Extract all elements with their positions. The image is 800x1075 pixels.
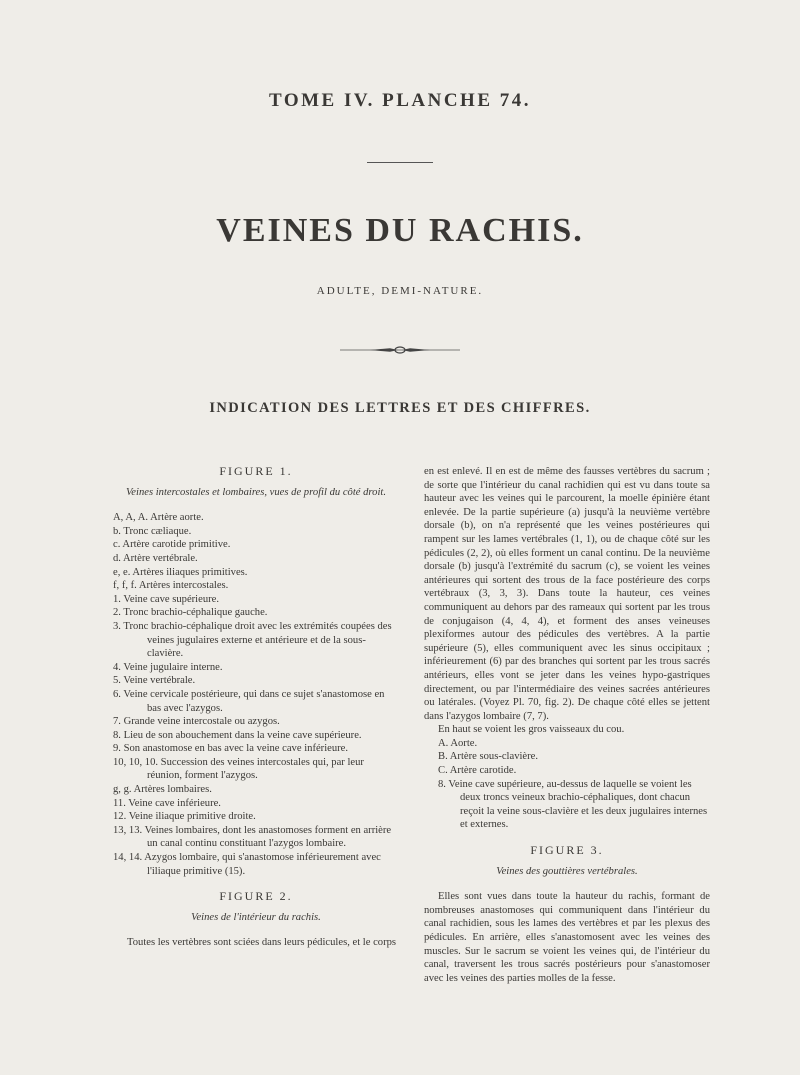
plate-subtitle: ADULTE, DEMI-NATURE. [316, 285, 484, 297]
figure-1-legend [113, 511, 399, 878]
plate-title: VEINES DU RACHIS. [216, 212, 584, 249]
legend-item: 3. Tronc brachio-céphalique droit avec les extrémités coupées des veines jugulaires externe et antérieure et de la sous-clavière. [113, 620, 392, 660]
divider-rule [367, 162, 433, 163]
legend-item: 5. Veine vertébrale. [113, 675, 196, 687]
legend-item: 7. Grande veine intercostale ou azygos. [113, 716, 280, 728]
legend-item: 13, 13. Veines lombaires, dont les anastomoses forment en arrière un canal continu constituant l'azygos lombaire. [113, 824, 392, 850]
legend-item: 6. Veine cervicale postérieure, qui dans ce sujet s'anastomose en bas avec l'azygos. [113, 688, 385, 714]
legend-item: C. Artère carotide. [438, 765, 517, 777]
legend-item: c. Artère carotide primitive. [113, 539, 231, 551]
legend-item: d. Artère vertébrale. [113, 552, 198, 564]
legend-item: 9. Son anastomose en bas avec la veine cave inférieure. [113, 743, 349, 755]
legend-item: 2. Tronc brachio-céphalique gauche. [113, 607, 268, 619]
legend-item: 1. Veine cave supérieure. [113, 593, 219, 605]
legend-item: 12. Veine iliaque primitive droite. [113, 811, 256, 823]
tome-heading: TOME IV. PLANCHE 74. [268, 90, 532, 111]
figure-3-heading: FIGURE 3. [530, 843, 604, 858]
figure-2-text-start: Toutes les vertèbres sont sciées dans leurs pédicules, et le corps [127, 937, 397, 949]
legend-item: A. Aorte. [438, 737, 478, 749]
figure-3-text: Elles sont vues dans toute la hauteur du rachis, formant de nombreuses anastomoses qui communiquent dans l'intérieur du canal rachidien, sous les lames des vertèbres et par les plexus des pédicules. En arrière, elles s'anastomosent avec les veines des muscles. Sur le sacrum se voient les veines qui, de l'intérieur du canal, traversent les trous sacrés postérieurs pour s'anastomoser avec les veines des parties molles de la fesse. [424, 891, 710, 984]
figure-3-subheading: Veines des gouttières vertébrales. [496, 865, 638, 877]
legend-item: B. Artère sous-clavière. [438, 751, 539, 763]
figure-2-text-neck: En haut se voient les gros vaisseaux du cou. [438, 724, 625, 736]
legend-item: f, f, f. Artères intercostales. [113, 580, 229, 592]
figure-2-heading: FIGURE 2. [219, 889, 293, 904]
legend-item: A, A, A. Artère aorte. [113, 512, 204, 524]
ornament-divider-icon [340, 344, 460, 356]
figure-2-text-continued: en est enlevé. Il en est de même des fausses vertèbres du sacrum ; de sorte que l'intérieur du canal rachidien qui est vu dans toute sa hauteur avec les veines qui le parcourent, la moelle épinière étant enlevée. De la partie supérieure (a) jusqu'à la neuvième vertèbre dorsale (b), on n'a représenté que les veines postérieures qui rampent sur les lames vertébrales (1, 1), ou de chaque côté sur les pédicules (2, 2), où elles forment un canal continu. De la neuvième dorsale (b) jusqu'à l'extrémité du sacrum (c), se voient les veines antérieures qui sortent des trous de la face postérieure des corps vertébraux (3, 3, 3). Dans toute la hauteur, ces veines communiquent au dehors par des rameaux qui sortent par les trous de conjugaison (4, 4, 4), et forment des anses veineuses plexiformes autour des pédicules des vertèbres. A la partie supérieure (5), elles communiquent avec les sinus occipitaux ; inférieurement (6) par des branches qui sortent par les trous sacrés antérieurs, elles vont se jeter dans les veines hypo-gastriques directement, ou par l'intermédiaire des veines sacrées antérieures ou latérales. (Voyez Pl. 70, fig. 2). De chaque côté elles se jettent dans l'azygos lombaire (7, 7). [424, 466, 710, 722]
figure-1-subheading: Veines intercostales et lombaires, vues de profil du côté droit. [126, 486, 386, 498]
legend-item: 10, 10, 10. Succession des veines intercostales qui, par leur réunion, forment l'azygos. [113, 756, 364, 782]
left-column [113, 465, 399, 950]
figure-2-legend [424, 737, 710, 832]
legend-item: 8. Lieu de son abouchement dans la veine cave supérieure. [113, 729, 362, 741]
figure-1-heading: FIGURE 1. [219, 464, 293, 478]
legend-item: 11. Veine cave inférieure. [113, 797, 221, 809]
legend-item: g, g. Artères lombaires. [113, 784, 212, 796]
legend-item: 8. Veine cave supérieure, au-dessus de laquelle se voient les deux troncs veineux brachio-céphaliques, dont chacun reçoit la veine sous-clavière et les deux jugulaires internes et externes. [438, 778, 708, 831]
legend-item: 4. Veine jugulaire interne. [113, 661, 223, 673]
legend-heading: INDICATION DES LETTRES ET DES CHIFFRES. [209, 400, 591, 416]
legend-item: e, e. Artères iliaques primitives. [113, 566, 248, 578]
legend-item: b. Tronc cæliaque. [113, 525, 192, 537]
figure-2-subheading: Veines de l'intérieur du rachis. [191, 911, 321, 923]
legend-item: 14, 14. Azygos lombaire, qui s'anastomose inférieurement avec l'iliaque primitive (15). [113, 852, 381, 877]
right-column [424, 465, 710, 985]
